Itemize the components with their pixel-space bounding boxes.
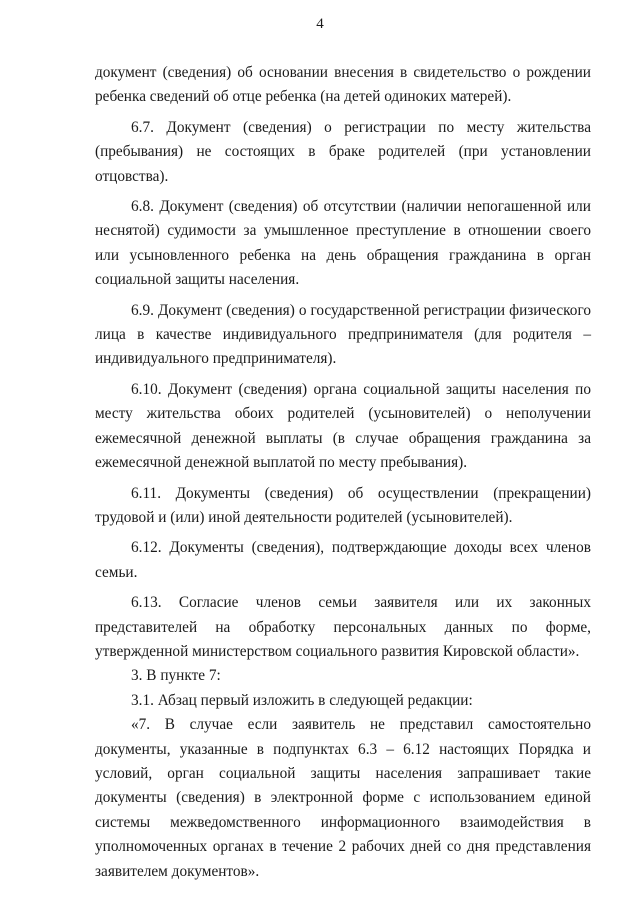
paragraph-6-9: 6.9. Документ (сведения) о государственной регистрации физического лица в качестве индивидуального предпринимателя (для родителя – индивидуального предпринимателя).	[95, 301, 591, 368]
paragraph-continuation: документ (сведения) об основании внесения в свидетельство о рождении ребенка сведений об отце ребенка (на детей одиноких матерей).	[95, 64, 591, 106]
paragraph-6-8: 6.8. Документ (сведения) об отсутствии (наличии непогашенной или неснятой) судимости за умышленное преступление в отношении своего или усыновленного ребенка на день обращения гражданина в орган социальной защиты населения.	[95, 198, 591, 289]
paragraph-6-11: 6.11. Документы (сведения) об осуществлении (прекращении) трудовой и (или) иной деятельности родителей (усыновителей).	[95, 484, 591, 526]
paragraph-3-1: 3.1. Абзац первый изложить в следующей редакции:	[131, 691, 473, 709]
document-body	[95, 61, 591, 884]
paragraph-6-7: 6.7. Документ (сведения) о регистрации по месту жительства (пребывания) не состоящих в браке родителей (при установлении отцовства).	[95, 118, 591, 185]
paragraph-7-text: «7. В случае если заявитель не представил самостоятельно документы, указанные в подпунктах 6.3 – 6.12 настоящих Порядка и условий, орган социальной защиты населения запрашивает такие документы (сведения) в электронной форме с использованием единой системы межведомственного информационного взаимодействия в уполномоченных органах в течение 2 рабочих дней со дня представления заявителем документов».	[95, 716, 591, 880]
paragraph-6-12: 6.12. Документы (сведения), подтверждающие доходы всех членов семьи.	[95, 539, 591, 581]
paragraph-6-13: 6.13. Согласие членов семьи заявителя или их законных представителей на обработку персональных данных по форме, утвержденной министерством социального развития Кировской области».	[95, 594, 591, 660]
paragraph-6-10: 6.10. Документ (сведения) органа социальной защиты населения по месту жительства обоих родителей (усыновителей) о неполучении ежемесячной денежной выплаты (в случае обращения гражданина за ежемесячной денежной выплатой по месту пребывания).	[95, 380, 591, 472]
paragraph-3: 3. В пункте 7:	[131, 667, 221, 685]
page-number: 4	[316, 16, 324, 32]
